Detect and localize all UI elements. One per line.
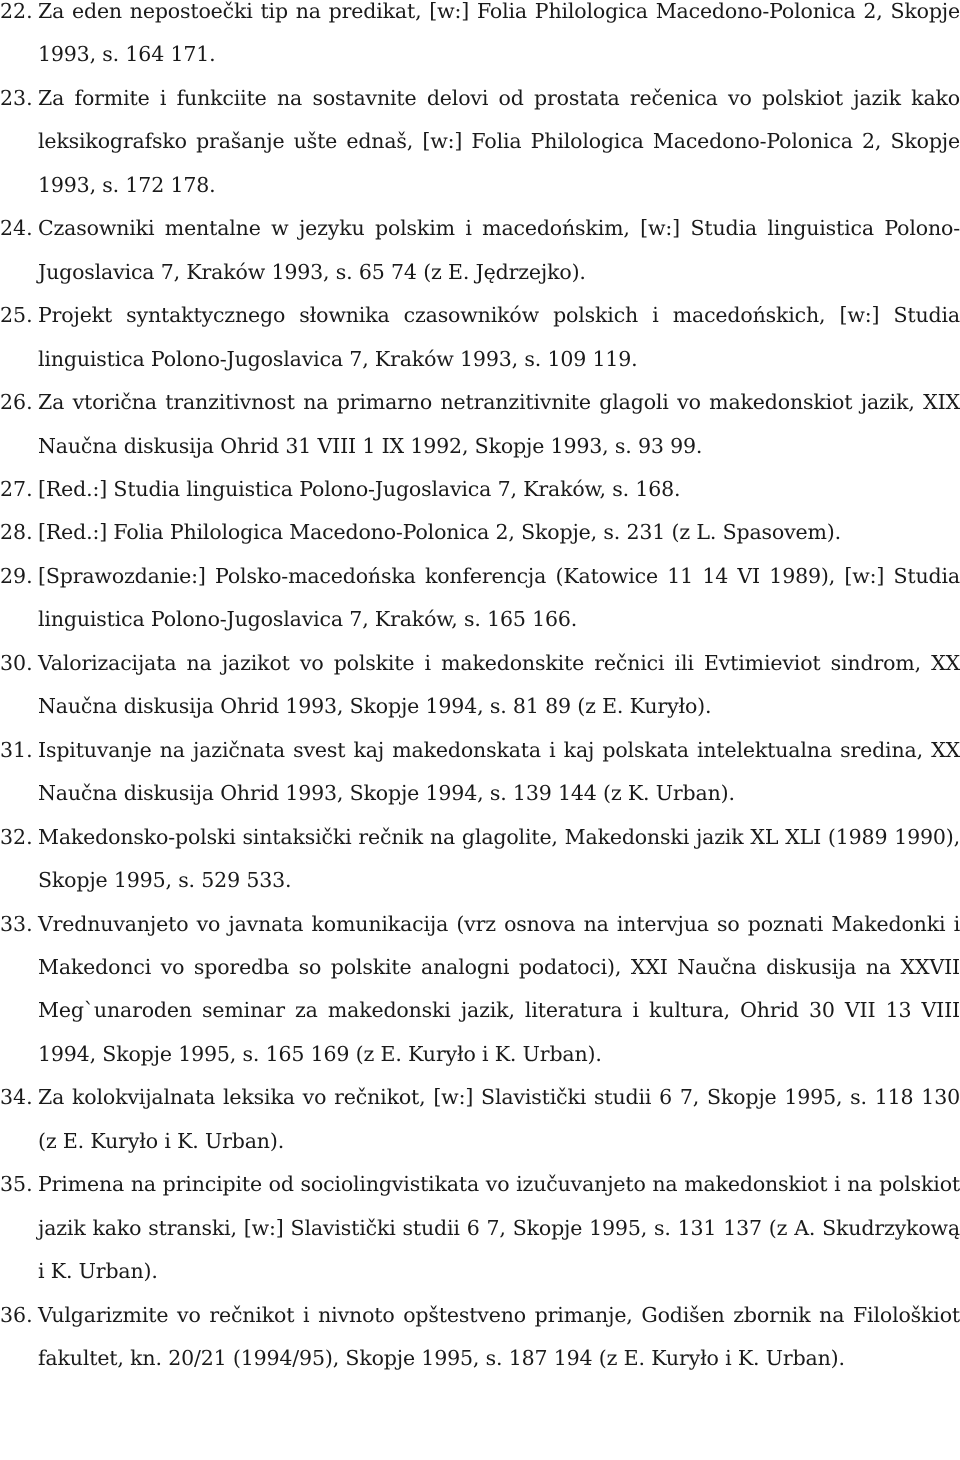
entry-text: Za eden nepostoečki tip na predikat, [w:] Folia Philologica Macedono-Polonica 2, Skopje 1993, s. 164 171. — [38, 0, 960, 67]
bibliography-entry — [0, 511, 960, 554]
entry-text: [Red.:] Folia Philologica Macedono-Polonica 2, Skopje, s. 231 (z L. Spasovem). — [38, 520, 842, 545]
entry-number: 33. — [0, 911, 33, 936]
entry-number: 22. — [0, 0, 33, 23]
entry-number: 25. — [0, 303, 33, 328]
entry-text: Za kolokvijalnata leksika vo rečnikot, [w:] Slavistički studii 6 7, Skopje 1995, s. 118 130 (z E. Kuryło i K. Urban). — [38, 1085, 960, 1153]
entry-number: 28. — [0, 520, 33, 545]
entry-text: Za formite i funkciite na sostavnite delovi od prostata rečenica vo polskiot jazik kako leksikografsko prašanje ušte ednaš, [w:] Folia Philologica Macedono-Polonica 2, Skopje 1993, s. 172 178. — [38, 85, 960, 197]
bibliography-entry — [0, 381, 960, 468]
entry-text: Za vtorična tranzitivnost na primarno netranzitivnite glagoli vo makedonskiot jazik, XIX Naučna diskusija Ohrid 31 VIII 1 IX 1992, Skopje 1993, s. 93 99. — [38, 390, 960, 458]
entry-number: 36. — [0, 1302, 33, 1327]
bibliography-entry — [0, 77, 960, 207]
entry-text: Vulgarizmite vo rečnikot i nivnoto opštestveno primanje, Godišen zbornik na Filološkiot fakultet, kn. 20/21 (1994/95), Skopje 1995, s. 187 194 (z E. Kuryło i K. Urban). — [38, 1302, 960, 1371]
bibliography-entry — [0, 555, 960, 642]
entry-number: 24. — [0, 216, 33, 241]
entry-text: Czasowniki mentalne w jezyku polskim i macedońskim, [w:] Studia linguistica Polono-Jugoslavica 7, Kraków 1993, s. 65 74 (z E. Jędrzejko). — [38, 216, 960, 284]
entry-number: 35. — [0, 1172, 33, 1197]
entry-number: 31. — [0, 737, 33, 762]
bibliography-entry — [0, 1163, 960, 1293]
entry-text: [Red.:] Studia linguistica Polono-Jugoslavica 7, Kraków, s. 168. — [38, 476, 681, 501]
entry-number: 34. — [0, 1085, 33, 1110]
entry-number: 30. — [0, 650, 33, 675]
entry-number: 23. — [0, 85, 33, 110]
entry-number: 29. — [0, 563, 33, 588]
bibliography-entry — [0, 207, 960, 294]
entry-number: 26. — [0, 390, 33, 415]
bibliography-entry — [0, 468, 960, 511]
entry-text: Projekt syntaktycznego słownika czasowników polskich i macedońskich, [w:] Studia linguistica Polono-Jugoslavica 7, Kraków 1993, s. 109 119. — [38, 303, 960, 371]
bibliography-entry — [0, 294, 960, 381]
bibliography-entry — [0, 903, 960, 1077]
entry-text: Ispituvanje na jazičnata svest kaj makedonskata i kaj polskata intelektualna sredina, XX Naučna diskusija Ohrid 1993, Skopje 1994, s. 139 144 (z K. Urban). — [38, 737, 960, 806]
entry-number: 32. — [0, 824, 33, 849]
bibliography-entry — [0, 1294, 960, 1381]
bibliography-entry — [0, 0, 960, 77]
bibliography-entry — [0, 816, 960, 903]
entry-text: Vrednuvanjeto vo javnata komunikacija (vrz osnova na intervjua so poznati Makedonki i Makedonci vo sporedba so polskite analogni podatoci), XXI Naučna diskusija na XXVII Meg`unaroden seminar za makedonski jazik, literatura i kultura, Ohrid 30 VII 13 VIII 1994, Skopje 1995, s. 165 169 (z E. Kuryło i K. Urban). — [38, 911, 960, 1066]
entry-text: [Sprawozdanie:] Polsko-macedońska konferencja (Katowice 11 14 VI 1989), [w:] Studia linguistica Polono-Jugoslavica 7, Kraków, s. 165 166. — [38, 563, 960, 632]
entry-text: Primena na principite od sociolingvistikata vo izučuvanjeto na makedonskiot i na polskiot jazik kako stranski, [w:] Slavistički studii 6 7, Skopje 1995, s. 131 137 (z A. Skudrzykową i K. Urban). — [38, 1172, 960, 1284]
bibliography-entry — [0, 729, 960, 816]
bibliography-entry — [0, 1076, 960, 1163]
entry-text: Valorizacijata na jazikot vo polskite i makedonskite rečnici ili Evtimieviot sindrom, XX Naučna diskusija Ohrid 1993, Skopje 1994, s. 81 89 (z E. Kuryło). — [38, 650, 960, 719]
entry-number: 27. — [0, 476, 33, 501]
entry-text: Makedonsko-polski sintaksički rečnik na glagolite, Makedonski jazik XL XLI (1989 1990), Skopje 1995, s. 529 533. — [38, 824, 960, 893]
bibliography-entry — [0, 642, 960, 729]
